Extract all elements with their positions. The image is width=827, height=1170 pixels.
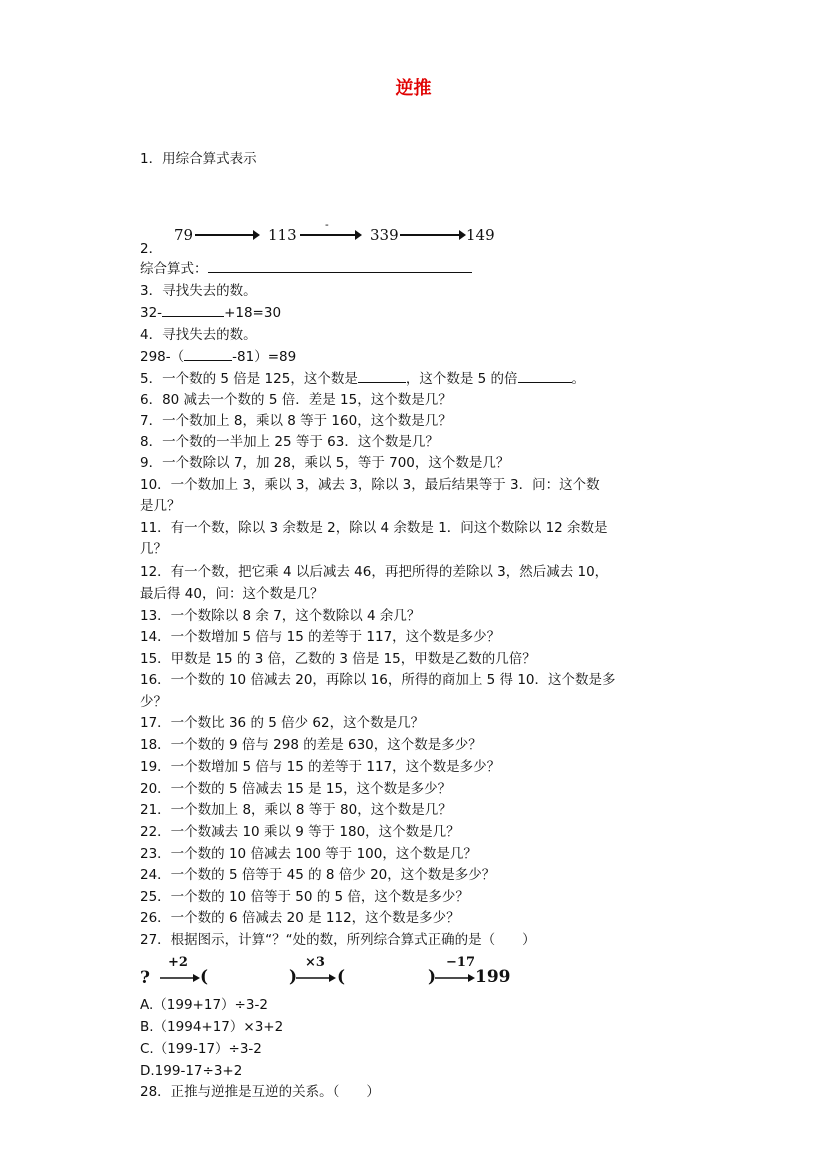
question-16-line-2: 少？: [140, 694, 167, 710]
question-15: 15．甲数是 15 的 3 倍，乙数的 3 倍是 15，甲数是乙数的几倍？: [140, 651, 536, 667]
answer-blank[interactable]: [518, 370, 572, 383]
equation-part: +18=30: [224, 305, 282, 321]
question-20: 20．一个数的 5 倍减去 15 是 15，这个数是多少？: [140, 781, 452, 797]
equation-part: 298-（: [140, 349, 185, 365]
formula-blank[interactable]: [208, 260, 472, 273]
arrow-icon: [160, 972, 200, 984]
question-17: 17．一个数比 36 的 5 倍少 62，这个数是几？: [140, 715, 425, 731]
question-19: 19．一个数增加 5 倍与 15 的差等于 117，这个数是多少？: [140, 759, 501, 775]
question-12-line-1: 12．有一个数，把它乘 4 以后减去 46，再把所得的差除以 3，然后减去 10，: [140, 564, 609, 580]
arrow-icon: [195, 228, 260, 242]
arrow-icon: [435, 972, 475, 984]
question-10-line-1: 10．一个数加上 3，乘以 3，减去 3，除以 3，最后结果等于 3．问：这个数: [140, 477, 600, 493]
question-8: 8．一个数的一半加上 25 等于 63．这个数是几？: [140, 434, 439, 450]
question-text: 。: [571, 371, 585, 387]
diagram27-result: 199: [475, 967, 511, 987]
question-5: [140, 370, 585, 388]
question-2-formula: [140, 260, 472, 278]
diagram27-operator-2: ×3: [305, 955, 325, 970]
diagram27-paren: ): [428, 967, 437, 987]
diagram27-unknown: ?: [140, 968, 150, 988]
diagram2-number-1: 79: [174, 226, 194, 244]
diagram2-operator: -: [325, 218, 329, 231]
arrow-icon: [400, 228, 466, 242]
formula-label: 综合算式：: [140, 261, 208, 277]
question-text: 5．一个数的 5 倍是 125，这个数是: [140, 371, 358, 387]
diagram2-number-2: 113: [268, 226, 297, 244]
question-12-line-2: 最后得 40，问：这个数是几？: [140, 586, 324, 602]
arrow-icon: [296, 972, 336, 984]
diagram27-paren: ): [289, 967, 298, 987]
question-21: 21．一个数加上 8，乘以 8 等于 80，这个数是几？: [140, 802, 452, 818]
option-c[interactable]: C.（199-17）÷3-2: [140, 1041, 262, 1057]
question-4: 4．寻找失去的数。: [140, 327, 257, 343]
question-11-line-2: 几？: [140, 541, 167, 557]
question-text: ，这个数是 5 的倍: [405, 371, 518, 387]
answer-blank[interactable]: [184, 348, 232, 361]
diagram27-paren: (: [200, 967, 209, 987]
option-a[interactable]: A.（199+17）÷3-2: [140, 997, 268, 1013]
question-3: 3．寻找失去的数。: [140, 283, 257, 299]
answer-blank[interactable]: [162, 304, 224, 317]
question-14: 14．一个数增加 5 倍与 15 的差等于 117，这个数是多少？: [140, 629, 501, 645]
answer-blank[interactable]: [358, 370, 406, 383]
equation-part: -81）=89: [232, 349, 297, 365]
question-18: 18．一个数的 9 倍与 298 的差是 630，这个数是多少？: [140, 737, 482, 753]
diagram27-operator-3: −17: [446, 955, 475, 970]
question-27: 27．根据图示，计算“？“处的数，所列综合算式正确的是（ ）: [140, 932, 536, 948]
question-7: 7．一个数加上 8，乘以 8 等于 160，这个数是几？: [140, 413, 452, 429]
question-2-number: 2．: [140, 241, 163, 257]
question-11-line-1: 11．有一个数，除以 3 余数是 2，除以 4 余数是 1．问这个数除以 12 余数是: [140, 520, 608, 536]
page-title: 逆推: [395, 78, 432, 99]
equation-part: 32-: [140, 305, 163, 321]
question-25: 25．一个数的 10 倍等于 50 的 5 倍，这个数是多少？: [140, 889, 469, 905]
question-16-line-1: 16．一个数的 10 倍减去 20，再除以 16，所得的商加上 5 得 10．这个数是多: [140, 672, 616, 688]
diagram27-operator-1: +2: [168, 955, 188, 970]
question-23: 23．一个数的 10 倍减去 100 等于 100，这个数是几？: [140, 846, 477, 862]
question-22: 22．一个数减去 10 乘以 9 等于 180，这个数是几？: [140, 824, 460, 840]
question-6: 6．80 减去一个数的 5 倍．差是 15，这个数是几？: [140, 392, 452, 408]
arrow-icon: [300, 228, 362, 242]
question-13: 13．一个数除以 8 余 7，这个数除以 4 余几？: [140, 608, 421, 624]
diagram2-number-3: 339: [370, 226, 399, 244]
option-d[interactable]: D.199-17÷3+2: [140, 1063, 243, 1079]
question-9: 9．一个数除以 7，加 28，乘以 5，等于 700，这个数是几？: [140, 455, 510, 471]
option-b[interactable]: B.（1994+17）×3+2: [140, 1019, 284, 1035]
question-28: 28．正推与逆推是互逆的关系。（ ）: [140, 1084, 380, 1100]
question-4-equation: [140, 348, 296, 366]
question-24: 24．一个数的 5 倍等于 45 的 8 倍少 20，这个数是多少？: [140, 867, 496, 883]
question-1: 1．用综合算式表示: [140, 151, 257, 167]
question-10-line-2: 是几？: [140, 498, 181, 514]
diagram2-number-4: 149: [466, 226, 495, 244]
question-3-equation: [140, 304, 281, 322]
diagram27-paren: (: [337, 967, 346, 987]
question-26: 26．一个数的 6 倍减去 20 是 112，这个数是多少？: [140, 910, 460, 926]
